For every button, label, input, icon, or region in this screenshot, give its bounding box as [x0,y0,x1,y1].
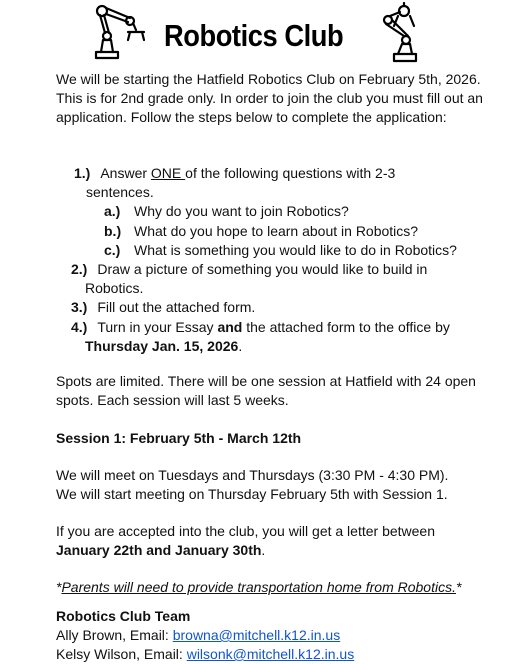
list-item-continuation: sentences. [86,184,154,201]
step-number: 1.) [74,165,91,181]
parents-note: *Parents will need to provide transportation home from Robotics.* [56,579,462,595]
meeting-schedule-line: We will meet on Tuesdays and Thursdays (3:30 PM - 4:30 PM). [56,467,449,483]
step-letter: c.) [104,241,121,258]
emphasis-text: ONE [150,165,186,181]
step-number: 2.) [71,261,88,278]
meeting-info [56,466,496,504]
list-item: 2.) Draw a picture of something you would like to build in [71,261,428,278]
acceptance-dates: January 22th and January 30th [56,542,262,558]
list-item-continuation: Thursday Jan. 15, 2026. [85,337,243,354]
list-item: a.) Why do you want to join Robotics? [56,202,496,221]
deadline-date: Thursday Jan. 15, 2026 [85,337,239,354]
step-letter: a.) [104,203,121,220]
list-item-continuation: Robotics. [85,280,144,297]
list-item: 1.) Answer ONE of the following questions with 2-3 [74,165,396,181]
header [0,0,522,66]
team-member: Ally Brown, Email: browna@mitchell.k12.in.us [56,627,341,643]
email-link[interactable]: browna@mitchell.k12.in.us [172,627,341,643]
email-link[interactable]: wilsonk@mitchell.k12.in.us [186,646,355,662]
spots-paragraph: Spots are limited. There will be one session at Hatfield with 24 open spots. Each session will last 5 weeks. [56,373,476,408]
robot-arm-icon [374,2,422,64]
list-item: 3.) Fill out the attached form. [71,299,256,316]
step-letter: b.) [104,222,122,239]
emphasis-text: and [217,318,243,335]
robot-arm-icon [92,2,152,62]
list-item: b.) What do you hope to learn about in Robotics? [56,222,496,241]
team-member: Kelsy Wilson, Email: wilsonk@mitchell.k12.in.us [56,646,355,662]
team-heading: Robotics Club Team [56,608,191,624]
step-number: 4.) [71,318,88,335]
acceptance-paragraph: If you are accepted into the club, you will get a letter between January 22th and January 30th. [56,523,436,558]
step-number: 3.) [71,299,88,316]
meeting-start-line: We will start meeting on Thursday February 5th with Session 1. [56,486,448,502]
steps-list [56,164,496,356]
session-heading: Session 1: February 5th - March 12th [56,430,302,446]
list-item: c.) What is something you would like to do in Robotics? [56,241,496,260]
page-title: Robotics Club [164,18,344,53]
list-item: 4.) Turn in your Essay and the attached form to the office by [71,318,450,335]
team-section [56,607,496,664]
intro-paragraph: We will be starting the Hatfield Robotics Club on February 5th, 2026. This is for 2nd grade only. In order to join the club you must fill out an application. Follow the steps below to complete the application: [56,71,483,125]
